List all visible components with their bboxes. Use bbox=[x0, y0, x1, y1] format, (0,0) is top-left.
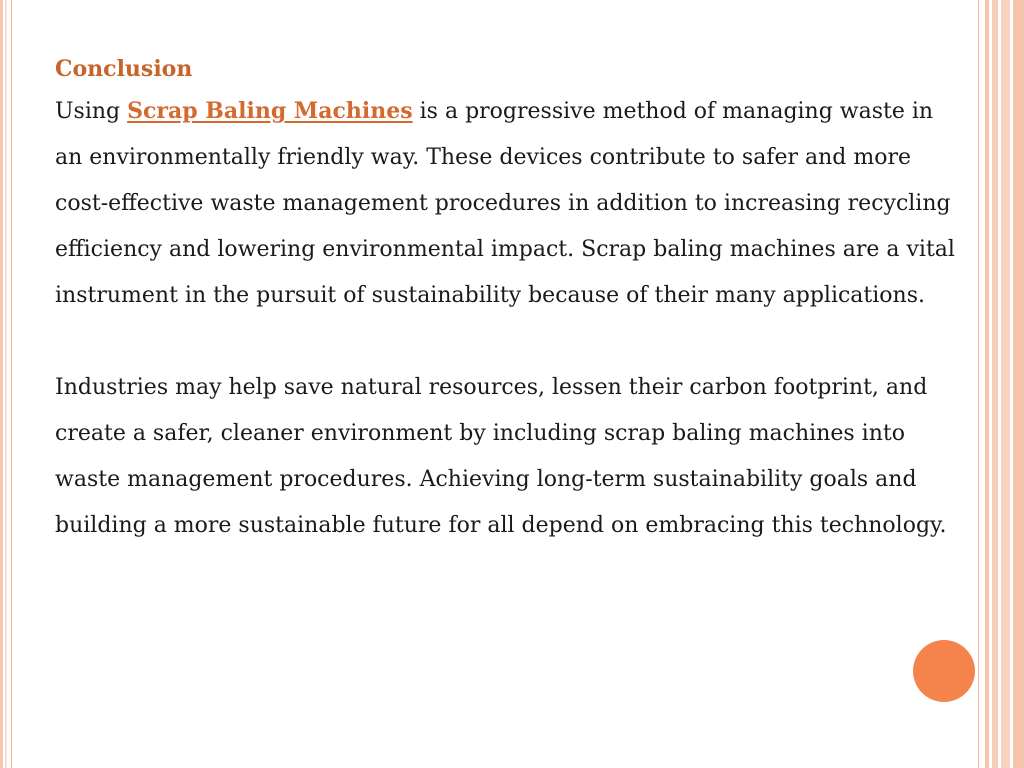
right-border-line bbox=[978, 0, 979, 768]
right-border-line bbox=[1013, 0, 1024, 768]
paragraph-1-prefix: Using bbox=[55, 99, 128, 124]
right-border-line bbox=[992, 0, 998, 768]
slide-content bbox=[55, 50, 965, 549]
left-border-line bbox=[0, 0, 3, 768]
right-border-line bbox=[985, 0, 989, 768]
paragraph-1-text: is a progressive method of managing waste in an environmentally friendly way. These devices contribute to safer and more cost-effective waste management procedures in addition to increasing recycling efficiency and lowering environmental impact. Scrap baling machines are a vital instrument in the pursuit of sustainability because of their many applications. bbox=[55, 99, 955, 308]
left-border-line bbox=[11, 0, 12, 768]
orange-circle-icon bbox=[913, 640, 975, 702]
right-border-line bbox=[1001, 0, 1010, 768]
slide-heading: Conclusion bbox=[55, 56, 193, 82]
scrap-baling-machines-link[interactable]: Scrap Baling Machines bbox=[127, 98, 413, 124]
left-border-line bbox=[5, 0, 7, 768]
paragraph-1 bbox=[55, 88, 965, 319]
paragraph-2: Industries may help save natural resources, lessen their carbon footprint, and create a safer, cleaner environment by including scrap baling machines into waste management procedures. Achieving long-term sustainability goals and building a more sustainable future for all depend on embracing this technology. bbox=[55, 375, 947, 538]
